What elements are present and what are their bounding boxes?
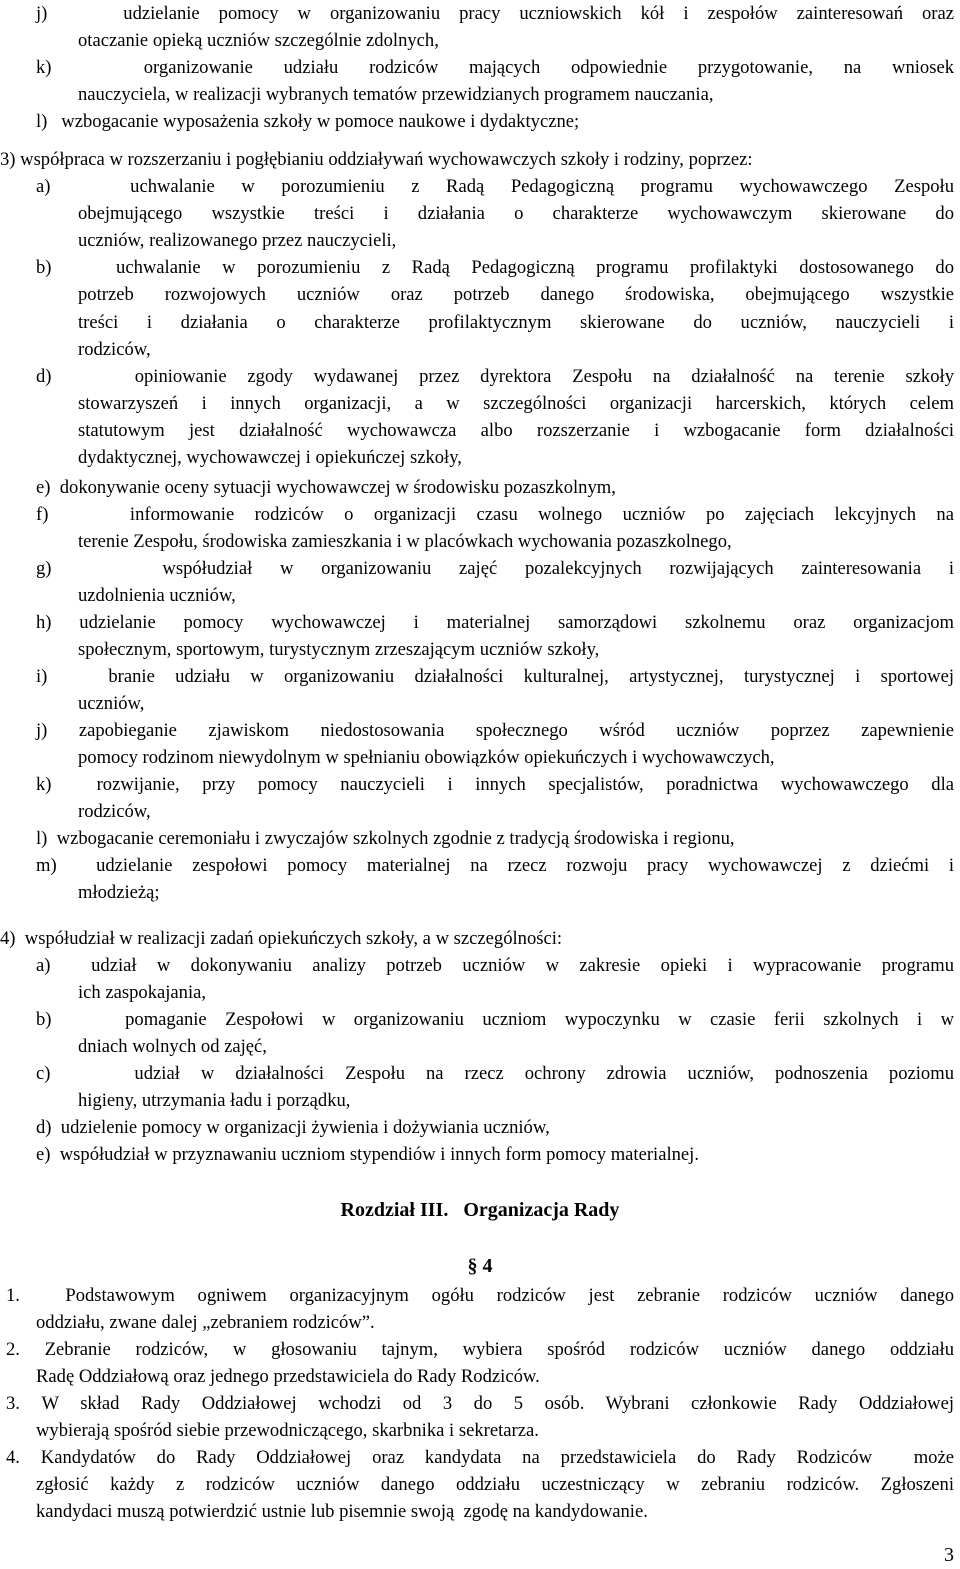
text-line: g) współudział w organizowaniu zajęć pozalekcyjnych rozwijających zainteresowania i [36, 558, 954, 579]
text-line: 1. Podstawowym ogniwem organizacyjnym ogółu rodziców jest zebranie rodziców uczniów danego [6, 1285, 954, 1306]
text-line: uzdolnienia uczniów, [78, 585, 236, 606]
text-line: e) dokonywanie oceny sytuacji wychowawczej w środowisku pozaszkolnym, [36, 477, 616, 498]
text-line: 3. W skład Rady Oddziałowej wchodzi od 3 do 5 osób. Wybrani członkowie Rady Oddziałowej [6, 1393, 954, 1414]
text-line: otaczanie opieką uczniów szczególnie zdolnych, [78, 30, 439, 51]
text-line: społecznym, sportowym, turystycznym zrzeszającym uczniów szkoły, [78, 639, 600, 660]
text-line: c) udział w działalności Zespołu na rzecz ochrony zdrowia uczniów, podnoszenia poziomu [36, 1063, 954, 1084]
text-line: terenie Zespołu, środowiska zamieszkania i w placówkach wychowania pozaszkolnego, [78, 531, 732, 552]
text-line: b) uchwalanie w porozumieniu z Radą Pedagogiczną programu profilaktyki dostosowanego do [36, 257, 954, 278]
text-line: pomocy rodzinom niewydolnym w spełnianiu obowiązków opiekuńczych i wychowawczych, [78, 747, 775, 768]
text-line: 4) współudział w realizacji zadań opiekuńczych szkoły, a w szczególności: [0, 928, 563, 949]
text-line: obejmującego wszystkie treści i działania o charakterze wychowawczym skierowane do [78, 203, 954, 224]
text-line: dniach wolnych od zajęć, [78, 1036, 267, 1057]
text-line: rodziców, [78, 801, 151, 822]
text-line: a) uchwalanie w porozumieniu z Radą Pedagogiczną programu wychowawczego Zespołu [36, 176, 954, 197]
text-line: kandydaci muszą potwierdzić ustnie lub pisemnie swoją zgodę na kandydowanie. [36, 1501, 648, 1522]
text-line: higieny, utrzymania ładu i porządku, [78, 1090, 351, 1111]
page-number: 3 [944, 1544, 954, 1566]
chapter-heading: Rozdział III. Organizacja Rady [340, 1199, 620, 1221]
text-line: oddziału, zwane dalej „zebraniem rodziców”. [36, 1312, 375, 1333]
text-line: a) udział w dokonywaniu analizy potrzeb uczniów w zakresie opieki i wypracowanie programu [36, 955, 954, 976]
text-line: dydaktycznej, wychowawczej i opiekuńczej szkoły, [78, 447, 462, 468]
text-line: ich zaspokajania, [78, 982, 207, 1003]
text-line: wybierają spośród siebie przewodniczącego, skarbnika i sekretarza. [36, 1420, 539, 1441]
text-line: nauczyciela, w realizacji wybranych tematów przewidzianych programem nauczania, [78, 84, 714, 105]
text-line: 3) współpraca w rozszerzaniu i pogłębianiu oddziaływań wychowawczych szkoły i rodziny, poprzez: [0, 149, 753, 170]
text-line: b) pomaganie Zespołowi w organizowaniu uczniom wypoczynku w czasie ferii szkolnych i w [36, 1009, 954, 1030]
text-line: 2. Zebranie rodziców, w głosowaniu tajnym, wybiera spośród rodziców uczniów danego oddziału [6, 1339, 954, 1360]
text-line: potrzeb rozwojowych uczniów oraz potrzeb danego środowiska, obejmującego wszystkie [78, 284, 954, 305]
text-line: 4. Kandydatów do Rady Oddziałowej oraz kandydata na przedstawiciela do Rady Rodziców może [6, 1447, 954, 1468]
text-line: l) wzbogacanie wyposażenia szkoły w pomoce naukowe i dydaktyczne; [36, 111, 580, 132]
text-line: i) branie udziału w organizowaniu działalności kulturalnej, artystycznej, turystycznej i sportowej [36, 666, 954, 687]
text-line: f) informowanie rodziców o organizacji czasu wolnego uczniów po zajęciach lekcyjnych na [36, 504, 954, 525]
text-line: d) opiniowanie zgody wydawanej przez dyrektora Zespołu na działalność na terenie szkoły [36, 366, 954, 387]
text-line: uczniów, [78, 693, 145, 714]
text-line: młodzieżą; [78, 882, 160, 903]
text-line: k) rozwijanie, przy pomocy nauczycieli i innych specjalistów, poradnictwa wychowawczego dla [36, 774, 954, 795]
text-line: j) zapobieganie zjawiskom niedostosowania społecznego wśród uczniów poprzez zapewnienie [36, 720, 954, 741]
text-line: treści i działania o charakterze profilaktycznym skierowane do uczniów, nauczycieli i [78, 312, 954, 333]
text-line: Radę Oddziałową oraz jednego przedstawiciela do Rady Rodziców. [36, 1366, 540, 1387]
text-line: rodziców, [78, 339, 151, 360]
text-line: uczniów, realizowanego przez nauczycieli, [78, 230, 397, 251]
section-sign-heading: § 4 [467, 1255, 493, 1277]
text-line: m) udzielanie zespołowi pomocy materialnej na rzecz rozwoju pracy wychowawczej z dziećmi i [36, 855, 954, 876]
text-line: stowarzyszeń i innych organizacji, a w szczególności organizacji harcerskich, których celem [78, 393, 954, 414]
text-line: h) udzielanie pomocy wychowawczej i materialnej samorządowi szkolnemu oraz organizacjom [36, 612, 954, 633]
text-line: statutowym jest działalność wychowawcza albo rozszerzanie i wzbogacanie form działalności [78, 420, 954, 441]
text-line: k) organizowanie udziału rodziców mających odpowiednie przygotowanie, na wniosek [36, 57, 954, 78]
text-line: d) udzielenie pomocy w organizacji żywienia i dożywiania uczniów, [36, 1117, 550, 1138]
text-line: l) wzbogacanie ceremoniału i zwyczajów szkolnych zgodnie z tradycją środowiska i regionu, [36, 828, 735, 849]
text-line: zgłosić każdy z rodziców uczniów danego oddziału uczestniczący w zebraniu rodziców. Zgłoszeni [36, 1474, 954, 1495]
text-line: e) współudział w przyznawaniu uczniom stypendiów i innych form pomocy materialnej. [36, 1144, 699, 1165]
text-line: j) udzielanie pomocy w organizowaniu pracy uczniowskich kół i zespołów zainteresowań oraz [36, 3, 954, 24]
